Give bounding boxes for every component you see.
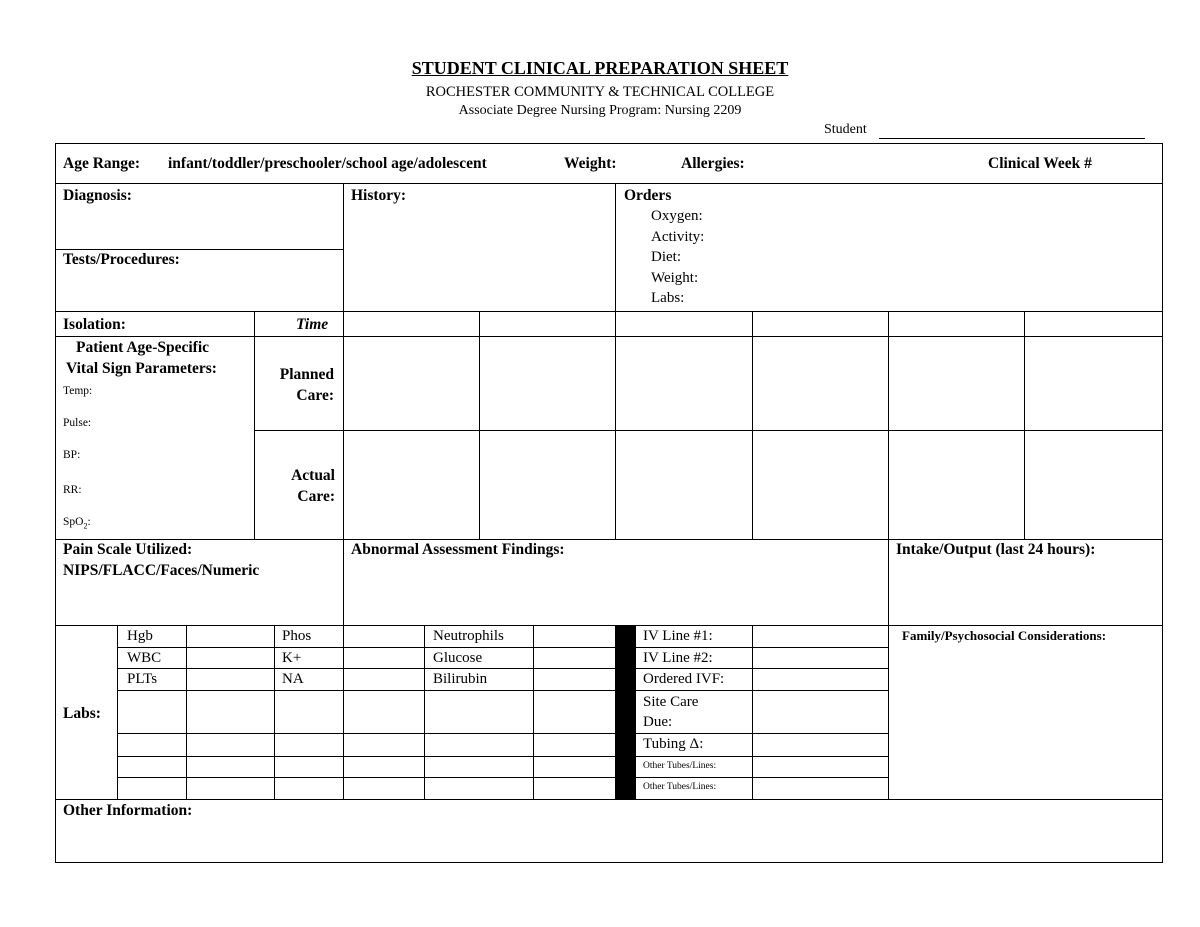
other-tubes-label-1: Other Tubes/Lines: <box>643 761 717 771</box>
age-range-label: Age Range: <box>63 155 141 172</box>
abnormal-findings-label: Abnormal Assessment Findings: <box>351 541 565 558</box>
order-labs: Labs: <box>651 290 685 306</box>
allergies-label: Allergies: <box>681 155 745 172</box>
order-diet: Diet: <box>651 249 681 265</box>
family-psychosocial-label: Family/Psychosocial Considerations: <box>902 628 1107 643</box>
ordered-ivf-label: Ordered IVF: <box>643 671 725 687</box>
lab-plts: PLTs <box>127 671 158 687</box>
history-label: History: <box>351 187 407 204</box>
vital-bp: BP: <box>63 449 81 461</box>
iv-line-2-label: IV Line #2: <box>643 650 713 666</box>
lab-phos: Phos <box>282 628 312 644</box>
vitals-heading-1: Patient Age-Specific <box>76 339 210 356</box>
age-range-options[interactable]: infant/toddler/preschooler/school age/adolescent <box>168 155 487 172</box>
lab-neutrophils: Neutrophils <box>433 628 504 644</box>
labs-label: Labs: <box>63 705 101 722</box>
orders-label: Orders <box>624 187 672 204</box>
other-tubes-label-2: Other Tubes/Lines: <box>643 782 717 792</box>
vital-spo2: SpO$_2$: <box>63 516 91 531</box>
isolation-label: Isolation: <box>63 316 126 333</box>
lab-hgb: Hgb <box>127 628 153 644</box>
page-title: STUDENT CLINICAL PREPARATION SHEET <box>411 58 789 78</box>
actual-care-label: Actual Care: <box>291 467 335 505</box>
clinical-week-label: Clinical Week # <box>988 155 1092 172</box>
vital-rr: RR: <box>63 484 82 496</box>
order-weight: Weight: <box>651 270 699 286</box>
tests-procedures-label: Tests/Procedures: <box>63 251 180 268</box>
lab-bilirubin: Bilirubin <box>433 671 488 687</box>
lab-glucose: Glucose <box>433 650 483 666</box>
tubing-change-label: Tubing Δ: <box>643 736 704 752</box>
time-label: Time <box>296 316 329 333</box>
vital-pulse: Pulse: <box>63 417 92 429</box>
student-label: Student <box>824 122 867 137</box>
vitals-heading-2: Vital Sign Parameters: <box>66 360 217 377</box>
other-information-label: Other Information: <box>63 802 193 819</box>
order-oxygen: Oxygen: <box>651 208 703 224</box>
college-name: ROCHESTER COMMUNITY & TECHNICAL COLLEGE <box>425 84 775 100</box>
student-name-line[interactable] <box>879 138 1145 139</box>
diagnosis-label: Diagnosis: <box>63 187 132 204</box>
site-care-due-label: Site Care Due: <box>643 694 699 730</box>
pain-scale-label: Pain Scale Utilized: <box>63 541 193 558</box>
program-name: Associate Degree Nursing Program: Nursing 2209 <box>458 103 742 118</box>
lab-k: K+ <box>282 650 302 666</box>
planned-care-label: Planned Care: <box>279 366 334 404</box>
weight-label: Weight: <box>564 155 617 172</box>
pain-scale-options[interactable]: NIPS/FLACC/Faces/Numeric <box>63 562 260 579</box>
lab-wbc: WBC <box>127 650 162 666</box>
order-activity: Activity: <box>651 229 705 245</box>
lab-na: NA <box>282 671 304 687</box>
intake-output-label: Intake/Output (last 24 hours): <box>896 541 1096 558</box>
iv-line-1-label: IV Line #1: <box>643 628 713 644</box>
vital-temp: Temp: <box>63 385 93 397</box>
